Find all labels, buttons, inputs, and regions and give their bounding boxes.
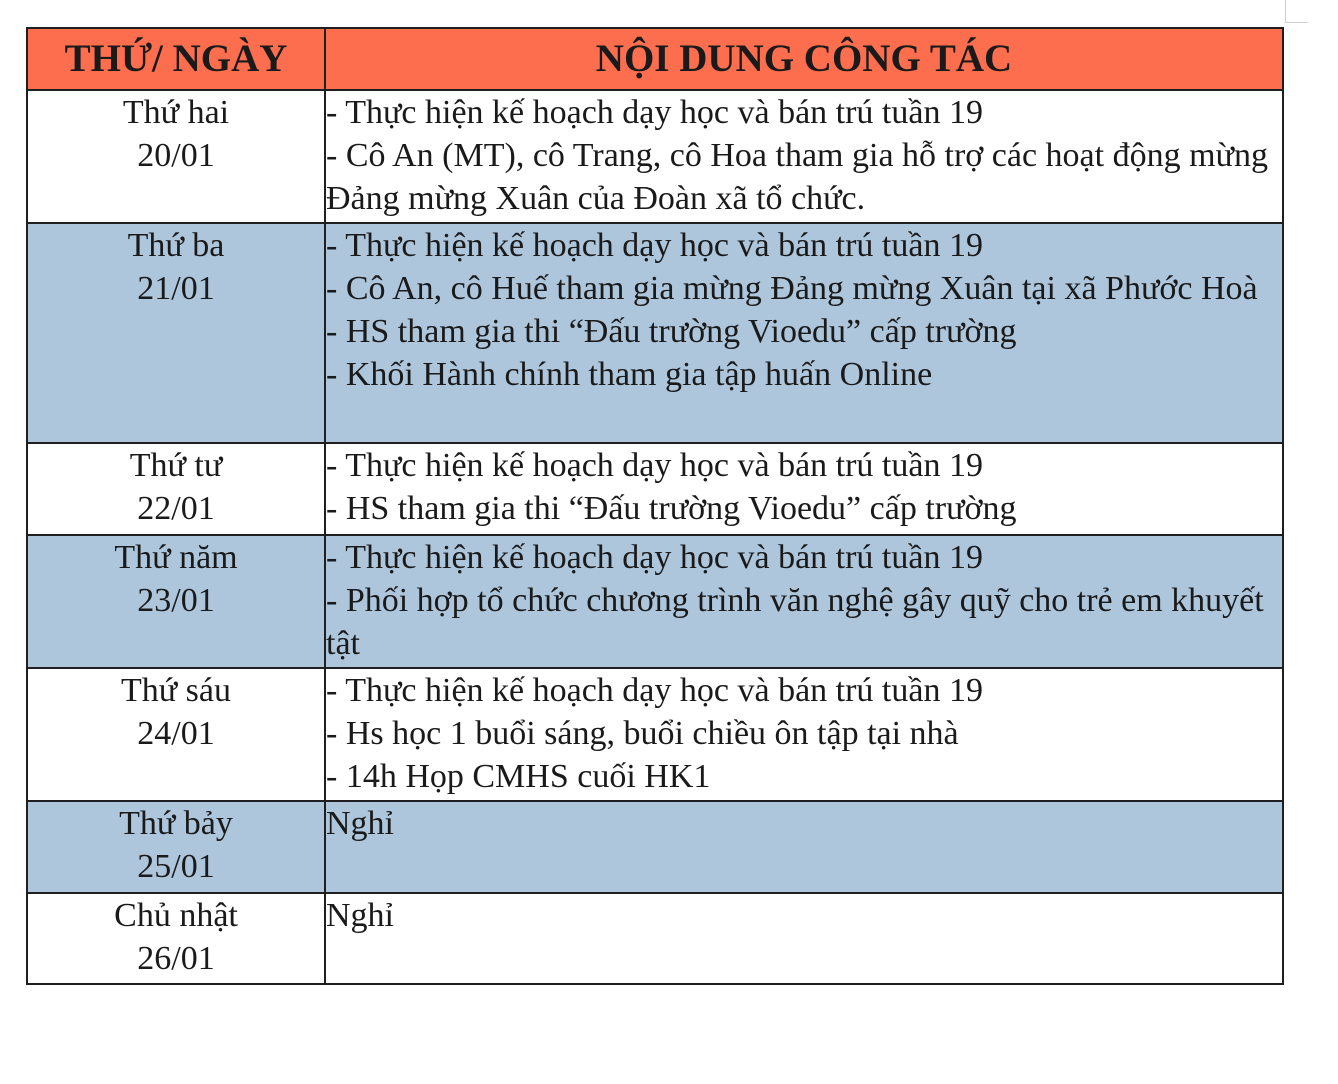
table-header <box>27 28 1283 90</box>
table-row <box>27 90 1283 223</box>
task-line: - Thực hiện kế hoạch dạy học và bán trú tuần 19 <box>326 227 983 264</box>
page-corner-mark <box>1285 0 1308 23</box>
weekday-label: Thứ sáu <box>120 672 232 709</box>
task-line: - HS tham gia thi “Đấu trường Vioedu” cấp trường <box>326 313 1017 350</box>
weekday-label: Chủ nhật <box>114 897 238 934</box>
date-label: 26/01 <box>137 940 215 977</box>
content-cell <box>325 668 1283 801</box>
task-line: - Cô An (MT), cô Trang, cô Hoa tham gia hỗ trợ các hoạt động mừng Đảng mừng Xuân của Đoàn xã tổ chức. <box>326 137 1268 217</box>
content-cell <box>325 223 1283 443</box>
task-line: Nghỉ <box>326 805 394 842</box>
date-label: 21/01 <box>137 270 215 307</box>
task-line: - Hs học 1 buổi sáng, buổi chiều ôn tập tại nhà <box>326 715 959 752</box>
weekly-schedule-table <box>26 27 1284 985</box>
date-label: 20/01 <box>137 137 215 174</box>
table-row <box>27 668 1283 801</box>
header-content-column: NỘI DUNG CÔNG TÁC <box>325 28 1283 90</box>
date-label: 25/01 <box>137 848 215 885</box>
task-line: - Thực hiện kế hoạch dạy học và bán trú tuần 19 <box>326 447 983 484</box>
table-row <box>27 801 1283 893</box>
content-cell <box>325 801 1283 893</box>
table-row <box>27 893 1283 984</box>
weekday-label: Thứ ba <box>127 227 225 264</box>
task-line: - Thực hiện kế hoạch dạy học và bán trú tuần 19 <box>326 539 983 576</box>
date-label: 22/01 <box>137 490 215 527</box>
task-line: - Thực hiện kế hoạch dạy học và bán trú tuần 19 <box>326 672 983 709</box>
task-line: - Thực hiện kế hoạch dạy học và bán trú tuần 19 <box>326 94 983 131</box>
header-row <box>27 28 1283 90</box>
weekday-label: Thứ tư <box>129 447 223 484</box>
content-cell <box>325 893 1283 984</box>
day-cell <box>27 668 325 801</box>
table-row <box>27 443 1283 535</box>
content-cell <box>325 443 1283 535</box>
task-line: - 14h Họp CMHS cuối HK1 <box>326 758 711 795</box>
weekday-label: Thứ bảy <box>119 805 233 842</box>
day-cell <box>27 535 325 668</box>
content-cell <box>325 535 1283 668</box>
task-line: - Khối Hành chính tham gia tập huấn Online <box>326 356 933 393</box>
day-cell <box>27 443 325 535</box>
weekday-label: Thứ hai <box>122 94 230 131</box>
table-row <box>27 223 1283 443</box>
header-day-column: THỨ/ NGÀY <box>27 28 325 90</box>
day-cell <box>27 90 325 223</box>
day-cell <box>27 223 325 443</box>
date-label: 24/01 <box>137 715 215 752</box>
task-line: - Cô An, cô Huế tham gia mừng Đảng mừng Xuân tại xã Phước Hoà <box>326 270 1258 307</box>
day-cell <box>27 893 325 984</box>
date-label: 23/01 <box>137 582 215 619</box>
table-row <box>27 535 1283 668</box>
task-line: Nghỉ <box>326 897 394 934</box>
weekday-label: Thứ năm <box>114 539 238 576</box>
day-cell <box>27 801 325 893</box>
task-line: - Phối hợp tổ chức chương trình văn nghệ gây quỹ cho trẻ em khuyết tật <box>326 582 1264 662</box>
task-line: - HS tham gia thi “Đấu trường Vioedu” cấp trường <box>326 490 1017 527</box>
content-cell <box>325 90 1283 223</box>
